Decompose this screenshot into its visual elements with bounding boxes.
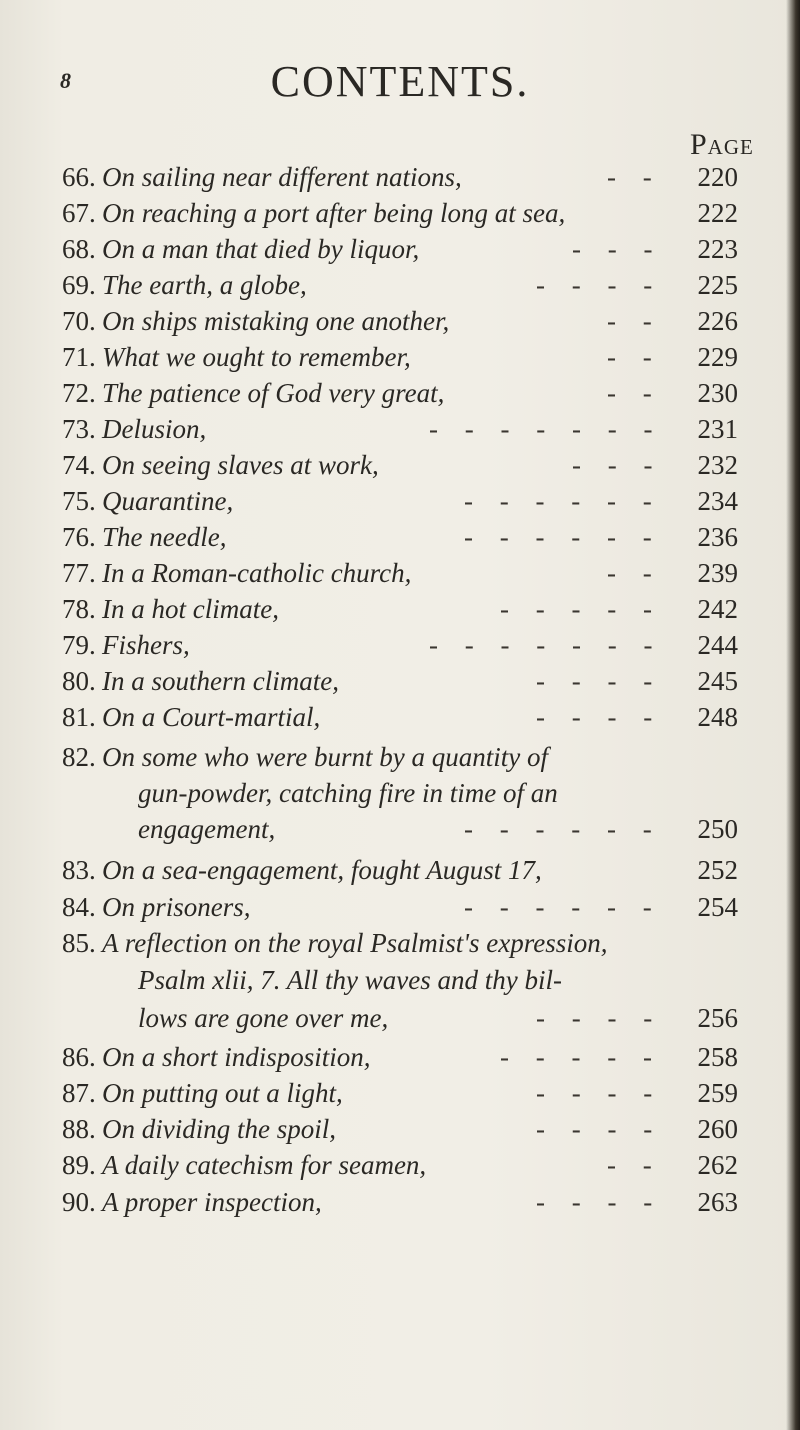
entry-number: 77. <box>62 558 96 588</box>
entry-number: 81. <box>62 702 96 732</box>
entry-title: Delusion, <box>102 414 207 444</box>
dot-leader: - - - - - - <box>464 892 662 922</box>
entry-page-number: 258 <box>697 1042 738 1072</box>
entry-title: lows are gone over me, <box>138 1003 389 1033</box>
contents-entry <box>0 700 800 734</box>
entry-page-number: 245 <box>697 666 738 696</box>
entry-number: 90. <box>62 1187 96 1217</box>
contents-entry <box>0 664 800 698</box>
entry-number: 72. <box>62 378 96 408</box>
entry-page-number: 225 <box>697 270 738 300</box>
entry-title: gun-powder, catching fire in time of an <box>138 778 558 808</box>
entry-page-number: 234 <box>697 486 738 516</box>
entry-title: In a hot climate, <box>102 594 279 624</box>
entry-page-number: 254 <box>697 892 738 922</box>
dot-leader: - - <box>607 162 662 192</box>
dot-leader: - - <box>607 378 662 408</box>
entry-page-number: 229 <box>697 342 738 372</box>
entry-title: On sailing near different nations, <box>102 162 462 192</box>
entry-number: 74. <box>62 450 96 480</box>
contents-entry <box>0 926 800 960</box>
contents-entry <box>0 268 800 302</box>
entry-number: 88. <box>62 1114 96 1144</box>
entry-page-number: 230 <box>697 378 738 408</box>
entry-title: On prisoners, <box>102 892 251 922</box>
contents-entry <box>0 740 800 774</box>
contents-entry <box>0 592 800 626</box>
contents-entry <box>0 853 800 887</box>
entry-title: On a man that died by liquor, <box>102 234 420 264</box>
entry-number: 87. <box>62 1078 96 1108</box>
entry-title: On a sea-engagement, fought August 17, <box>102 855 542 885</box>
entry-page-number: 223 <box>697 234 738 264</box>
contents-entry <box>0 890 800 924</box>
entry-number: 69. <box>62 270 96 300</box>
entry-number: 89. <box>62 1150 96 1180</box>
dot-leader: - - - - - - <box>464 814 662 844</box>
entry-page-number: 263 <box>697 1187 738 1217</box>
dot-leader: - - <box>607 1150 662 1180</box>
contents-entry <box>0 628 800 662</box>
entry-title: On reaching a port after being long at sea, <box>102 198 566 228</box>
dot-leader: - - <box>607 342 662 372</box>
entry-title: On some who were burnt by a quantity of <box>102 742 548 772</box>
entry-number: 70. <box>62 306 96 336</box>
contents-entry <box>0 963 800 997</box>
entry-page-number: 226 <box>697 306 738 336</box>
contents-entry <box>0 448 800 482</box>
entry-page-number: 236 <box>697 522 738 552</box>
entry-title: The patience of God very great, <box>102 378 445 408</box>
dot-leader: - - - <box>572 234 663 264</box>
entry-number: 78. <box>62 594 96 624</box>
dot-leader: - - - - - - - <box>429 630 663 660</box>
dot-leader: - - <box>607 558 662 588</box>
entry-page-number: 242 <box>697 594 738 624</box>
contents-entry <box>0 1076 800 1110</box>
dot-leader: - - - - <box>536 666 663 696</box>
entry-title: The needle, <box>102 522 227 552</box>
entry-title: The earth, a globe, <box>102 270 307 300</box>
dot-leader: - - - - - - <box>464 486 662 516</box>
contents-entry <box>0 556 800 590</box>
entry-title: engagement, <box>138 814 276 844</box>
entry-number: 71. <box>62 342 96 372</box>
contents-entry <box>0 1040 800 1074</box>
contents-entry <box>0 412 800 446</box>
entry-page-number: 259 <box>697 1078 738 1108</box>
entry-page-number: 231 <box>697 414 738 444</box>
entry-title: In a southern climate, <box>102 666 339 696</box>
entry-number: 85. <box>62 928 96 958</box>
entry-page-number: 256 <box>697 1003 738 1033</box>
entry-title: On seeing slaves at work, <box>102 450 379 480</box>
entry-title: A daily catechism for seamen, <box>102 1150 427 1180</box>
entry-number: 67. <box>62 198 96 228</box>
entry-number: 82. <box>62 742 96 772</box>
entry-number: 79. <box>62 630 96 660</box>
entry-number: 73. <box>62 414 96 444</box>
entry-title: On a short indisposition, <box>102 1042 371 1072</box>
contents-entry <box>0 812 800 846</box>
dot-leader: - - <box>607 306 662 336</box>
entry-title: A proper inspection, <box>102 1187 322 1217</box>
contents-entry <box>0 484 800 518</box>
entry-page-number: 248 <box>697 702 738 732</box>
dot-leader: - - - - - <box>500 594 662 624</box>
page-number: 8 <box>60 68 71 93</box>
dot-leader: - - - - <box>536 1078 663 1108</box>
contents-entry <box>0 1185 800 1219</box>
entry-title: On putting out a light, <box>102 1078 343 1108</box>
entry-page-number: 222 <box>697 198 738 228</box>
contents-entry <box>0 1001 800 1035</box>
contents-entry <box>0 196 800 230</box>
contents-entry <box>0 304 800 338</box>
entry-title: On dividing the spoil, <box>102 1114 336 1144</box>
entry-title: Quarantine, <box>102 486 234 516</box>
entry-page-number: 239 <box>697 558 738 588</box>
entry-title: In a Roman-catholic church, <box>102 558 412 588</box>
contents-entry <box>0 376 800 410</box>
contents-entry <box>0 776 800 810</box>
entry-title: On a Court-martial, <box>102 702 321 732</box>
entry-page-number: 252 <box>697 855 738 885</box>
contents-entry <box>0 520 800 554</box>
page-title: CONTENTS. <box>270 57 530 106</box>
entry-page-number: 232 <box>697 450 738 480</box>
dot-leader: - - - - - - <box>464 522 662 552</box>
contents-entry <box>0 1112 800 1146</box>
entry-number: 80. <box>62 666 96 696</box>
contents-entry <box>0 340 800 374</box>
entry-number: 76. <box>62 522 96 552</box>
entry-number: 68. <box>62 234 96 264</box>
entry-number: 84. <box>62 892 96 922</box>
entry-page-number: 220 <box>697 162 738 192</box>
entry-page-number: 260 <box>697 1114 738 1144</box>
dot-leader: - - - - <box>536 1114 663 1144</box>
dot-leader: - - - <box>572 450 663 480</box>
dot-leader: - - - - <box>536 702 663 732</box>
entry-title: What we ought to remember, <box>102 342 411 372</box>
entry-page-number: 262 <box>697 1150 738 1180</box>
contents-entry <box>0 232 800 266</box>
entry-title: A reflection on the royal Psalmist's expression, <box>102 928 608 958</box>
entry-number: 75. <box>62 486 96 516</box>
entry-page-number: 244 <box>697 630 738 660</box>
entry-page-number: 250 <box>697 814 738 844</box>
dot-leader: - - - - <box>536 1187 663 1217</box>
dot-leader: - - - - - - - <box>429 414 663 444</box>
entry-number: 86. <box>62 1042 96 1072</box>
dot-leader: - - - - <box>536 1003 663 1033</box>
contents-entry <box>0 1148 800 1182</box>
entry-number: 66. <box>62 162 96 192</box>
entry-title: Psalm xlii, 7. All thy waves and thy bil- <box>138 965 562 995</box>
entry-number: 83. <box>62 855 96 885</box>
dot-leader: - - - - - <box>500 1042 662 1072</box>
entry-title: On ships mistaking one another, <box>102 306 450 336</box>
dot-leader: - - - - <box>536 270 663 300</box>
page-column-label: Page <box>690 128 754 161</box>
entry-title: Fishers, <box>102 630 190 660</box>
contents-entry <box>0 160 800 194</box>
